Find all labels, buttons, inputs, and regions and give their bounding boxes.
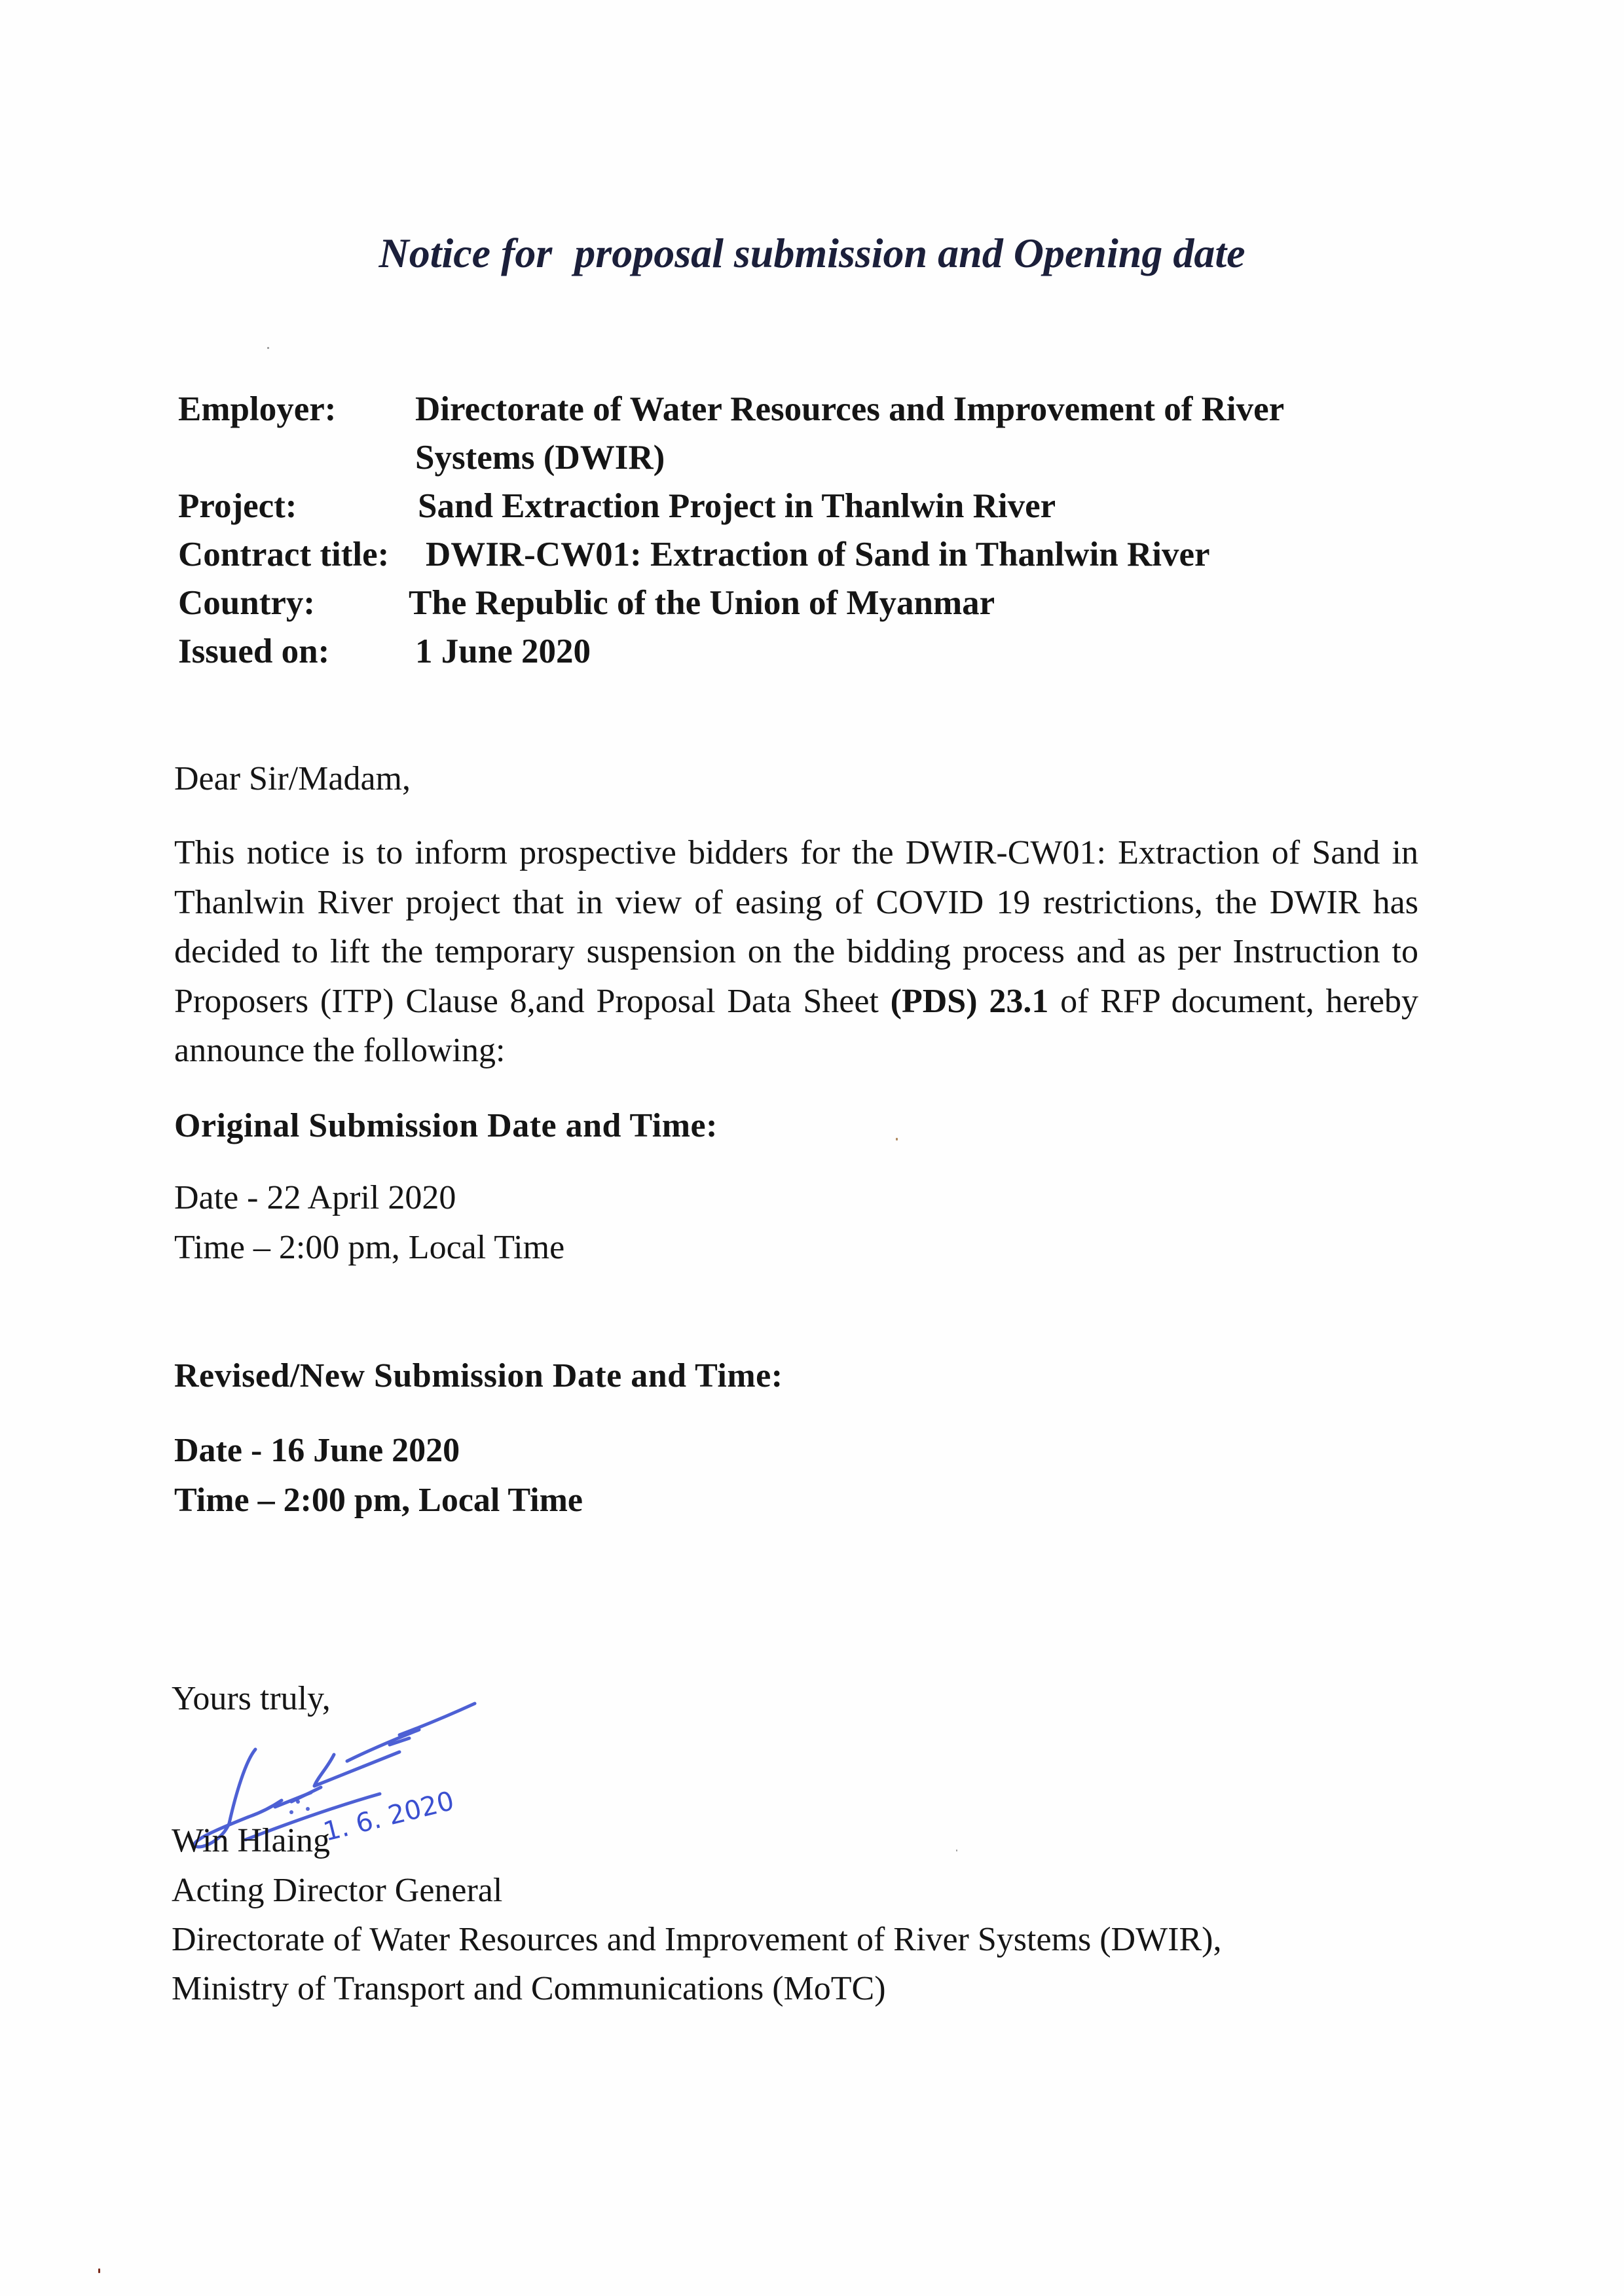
meta-label: Issued on:	[178, 632, 330, 670]
notice-metadata	[178, 385, 1434, 676]
meta-label: Employer:	[178, 390, 337, 428]
meta-row-contract-title	[178, 530, 1434, 579]
body-text-end: of RFP document, hereby announce the following:	[174, 982, 1418, 1069]
meta-row-employer	[178, 385, 1434, 482]
signatory-ministry: Ministry of Transport and Communications (MoTC)	[172, 1970, 886, 2007]
original-submission-heading: Original Submission Date and Time:	[174, 1107, 718, 1144]
meta-value-contract-title: DWIR-CW01: Extraction of Sand in Thanlwin River	[426, 536, 1210, 574]
revised-submission-heading: Revised/New Submission Date and Time:	[174, 1357, 783, 1394]
notice-body	[174, 828, 1418, 1076]
meta-value-project: Sand Extraction Project in Thanlwin River	[418, 487, 1056, 525]
closing-line: Yours truly,	[172, 1680, 331, 1717]
salutation: Dear Sir/Madam,	[174, 760, 411, 797]
scan-speck	[956, 1850, 957, 1851]
meta-label: Contract title:	[178, 536, 390, 574]
scan-speck	[896, 1138, 898, 1140]
meta-value-country: The Republic of the Union of Myanmar	[409, 584, 995, 622]
notice-title-part2: proposal submission and Opening date	[574, 230, 1246, 276]
signatory-position: Acting Director General	[172, 1872, 503, 1909]
meta-row-country	[178, 579, 1434, 627]
revised-submission-date: Date - 16 June 2020	[174, 1432, 460, 1469]
meta-value-employer: Directorate of Water Resources and Improvement of River Systems (DWIR)	[415, 390, 1284, 477]
original-submission-time: Time – 2:00 pm, Local Time	[174, 1229, 565, 1266]
notice-title	[0, 229, 1624, 278]
scan-speck	[267, 347, 269, 349]
revised-submission-time: Time – 2:00 pm, Local Time	[174, 1482, 583, 1519]
meta-label: Country:	[178, 584, 316, 622]
signatory-organization: Directorate of Water Resources and Improvement of River Systems (DWIR),	[172, 1921, 1222, 1958]
pds-reference: (PDS) 23.1	[890, 982, 1049, 1020]
scan-speck	[98, 2269, 100, 2273]
signatory-name: Win Hlaing	[172, 1822, 330, 1859]
meta-label: Project:	[178, 487, 297, 525]
notice-title-part1: Notice for	[378, 230, 553, 276]
meta-row-project	[178, 482, 1434, 530]
meta-value-issued-on: 1 June 2020	[415, 632, 591, 670]
signature-date: 1. 6. 2020	[320, 1785, 457, 1848]
meta-row-issued-on	[178, 627, 1434, 676]
original-submission-date: Date - 22 April 2020	[174, 1179, 456, 1216]
body-text: This notice is to inform prospective bidders for the DWIR-CW01: Extraction of Sand in Thanlwin River project that in view of easing of COVID 19 restrictions, the DWIR has decided to lift the temporary suspension on the bidding process and as per Instruction to Proposers (ITP) Clause 8,and Proposal Data Sheet	[174, 834, 1418, 1020]
